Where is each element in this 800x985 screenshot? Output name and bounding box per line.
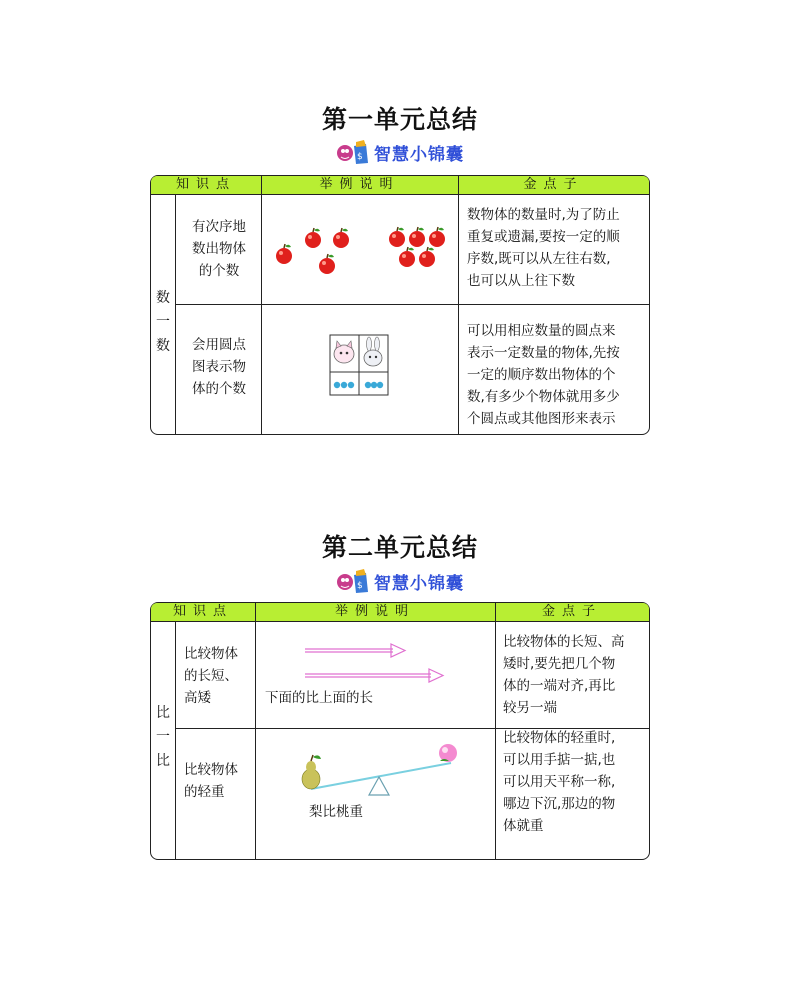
header-tip: 金点子 [523,177,584,192]
apple-icon [389,227,405,247]
side-label: 比 一 比 [156,705,170,769]
apple-icon [333,228,349,248]
unit2-title: 第二单元总结 [321,533,478,562]
mascot-icon [336,138,370,166]
seesaw-icon [311,763,451,795]
tip-length-height: 比较物体的长短、高 矮时,要先把几个物 体的一端对齐,再比 较另一端 [503,634,625,716]
example-caption-length: 下面的比上面的长 [265,690,373,706]
side-label: 数 一 数 [156,290,170,354]
arrow-icon [305,669,443,682]
header-example: 举例说明 [334,604,415,619]
apple-icon [429,227,445,247]
arrows-example [301,639,451,689]
apples-example [269,216,449,282]
banner-label: 智慧小锦囊 [374,144,464,165]
unit1-banner [0,137,800,167]
apple-icon [419,247,435,267]
unit1-table [150,175,650,435]
unit2-banner [0,566,800,596]
topic-length-height: 比较物体 的长短、 高矮 [184,646,238,706]
apple-icon [276,244,292,264]
header-knowledge: 知识点 [175,177,236,192]
topic-dot-diagram: 会用圆点 图表示物 体的个数 [192,337,246,397]
balance-example [291,737,461,801]
header-tip: 金点子 [541,604,602,619]
example-caption-weight: 梨比桃重 [309,804,363,820]
dot-diagram-example [329,334,389,396]
topic-count-in-order: 有次序地 数出物体 的个数 [192,219,246,279]
arrow-icon [305,644,405,657]
mascot-icon [336,567,370,595]
apple-icon [305,228,321,248]
unit2-table [150,602,650,860]
banner-label: 智慧小锦囊 [374,573,464,594]
topic-weight: 比较物体 的轻重 [184,762,238,800]
peach-icon [439,744,457,762]
header-knowledge: 知识点 [172,604,233,619]
header-example: 举例说明 [319,177,400,192]
apple-icon [399,247,415,267]
pear-icon [302,755,321,789]
tip-weight: 比较物体的轻重时, 可以用手掂一掂,也 可以用天平称一称, 哪边下沉,那边的物 体就重 [503,730,616,834]
svg-text:$: $ [357,152,363,162]
svg-text:$: $ [357,581,363,591]
unit1-title: 第一单元总结 [321,105,478,134]
apple-icon [319,254,335,274]
apple-icon [409,227,425,247]
tip-count-in-order: 数物体的数量时,为了防止 重复或遗漏,要按一定的顺 序数,既可以从左往右数, 也可以从上往下数 [467,207,620,289]
tip-dot-diagram: 可以用相应数量的圆点来 表示一定数量的物体,先按 一定的顺序数出物体的个 数,有多少个物体就用多少 个圆点或其他图形来表示 [467,323,620,427]
